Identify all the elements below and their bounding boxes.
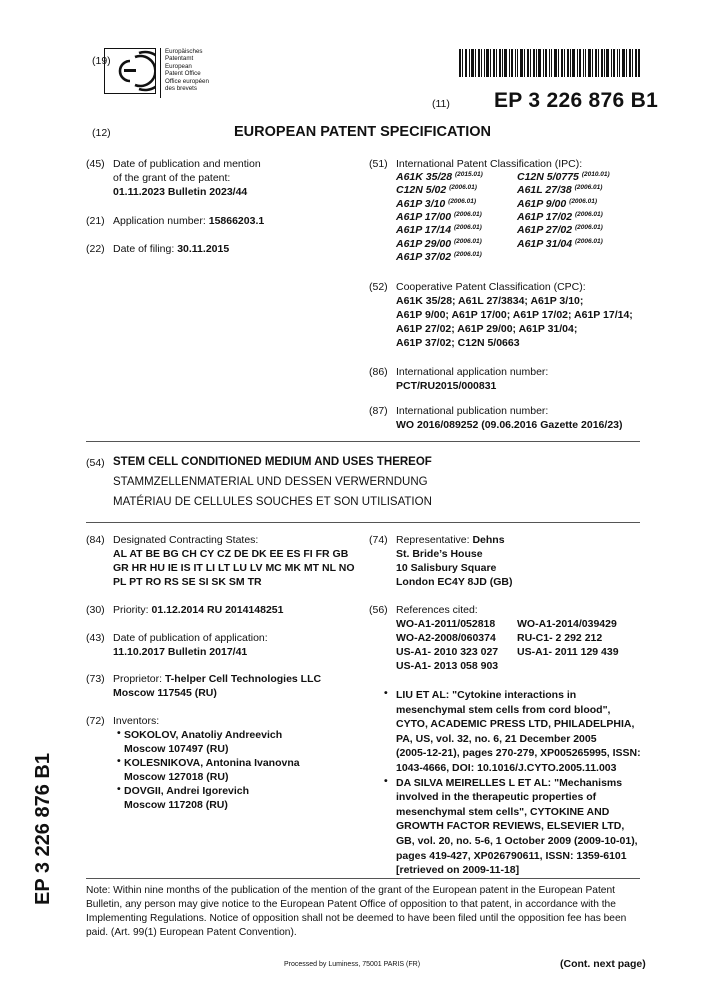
literature-reference-line: mesenchymal stem cells from cord blood", [396, 703, 611, 716]
inid-code-86: (86) [369, 366, 388, 378]
patent-reference: WO-A2-2008/060374 [396, 632, 496, 644]
inid-code-54: (54) [86, 457, 105, 469]
logo-text-fr2: des brevets [165, 85, 197, 92]
ipc-class [396, 224, 482, 236]
bullet-icon: • [117, 755, 121, 767]
cpc-line: A61P 9/00; A61P 17/00; A61P 17/02; A61P 17/14; [396, 309, 633, 321]
logo-text-fr1: Office européen [165, 78, 209, 85]
inid-code-21: (21) [86, 215, 105, 227]
inventor-name: DOVGII, Andrei Igorevich [124, 785, 250, 797]
literature-reference-line: DA SILVA MEIRELLES L ET AL: "Mechanisms [396, 776, 623, 789]
proprietor-name: T-helper Cell Technologies LLC [164, 673, 322, 685]
inventor-address: Moscow 107497 (RU) [124, 743, 229, 755]
inid-code-74: (74) [369, 534, 388, 546]
literature-reference-line: PA, US, vol. 32, no. 6, 21 December 2005 [396, 732, 597, 745]
inid-code-45: (45) [86, 158, 105, 170]
title-english: STEM CELL CONDITIONED MEDIUM AND USES THEREOF [113, 456, 432, 468]
divider [86, 522, 640, 523]
patent-reference: WO-A1-2011/052818 [396, 618, 496, 630]
bullet-icon: • [384, 774, 388, 787]
inid-code-73: (73) [86, 673, 105, 685]
publication-number: EP 3 226 876 B1 [494, 89, 659, 112]
representative-name: Dehns [472, 534, 505, 546]
proprietor [113, 672, 321, 686]
literature-reference-line: involved in the therapeutic properties of [396, 791, 597, 804]
inventor-name: KOLESNIKOVA, Antonina Ivanovna [124, 757, 300, 769]
ipc-version: (2015.01) [454, 171, 483, 178]
divider [86, 878, 640, 879]
literature-reference-line: CYTO, ACADEMIC PRESS LTD, PHILADELPHIA, [396, 718, 635, 731]
ipc-class-code: A61L 27/38 [517, 184, 572, 197]
inid-code-56: (56) [369, 604, 388, 616]
application-number-label: Application number: [113, 215, 209, 227]
inid-code-51: (51) [369, 158, 388, 170]
ipc-version: (2006.01) [454, 237, 482, 245]
ipc-version: (2006.01) [575, 237, 603, 245]
epo-emblem-icon [104, 48, 156, 94]
ipc-class [396, 238, 482, 250]
patent-reference: US-A1- 2011 129 439 [517, 646, 619, 658]
side-publication-number: EP 3 226 876 B1 [32, 753, 54, 905]
opposition-note-line: paid. (Art. 99(1) European Patent Convention). [86, 927, 297, 938]
ipc-class-code: A61P 17/14 [396, 224, 452, 237]
patent-reference: US-A1- 2010 323 027 [396, 646, 499, 658]
application-publication-value: 11.10.2017 Bulletin 2017/41 [113, 646, 248, 658]
grant-date-value: 01.11.2023 Bulletin 2023/44 [113, 186, 248, 198]
cpc-line: A61P 27/02; A61P 29/00; A61P 31/04; [396, 323, 578, 335]
ipc-class [517, 224, 603, 236]
ipc-class [517, 211, 603, 223]
ipc-class [517, 171, 610, 183]
ipc-version: (2006.01) [448, 197, 476, 205]
literature-reference-line: [retrieved on 2009-11-18] [396, 864, 520, 877]
proprietor-address: Moscow 117545 (RU) [113, 687, 217, 699]
title-german: STAMMZELLENMATERIAL UND DESSEN VERWERNDUNG [113, 476, 428, 488]
application-number-value: 15866203.1 [208, 215, 265, 227]
ipc-class [517, 238, 603, 250]
inid-code-30: (30) [86, 604, 105, 616]
ipc-label: International Patent Classification (IPC): [396, 158, 583, 170]
intl-application-value: PCT/RU2015/000831 [396, 380, 497, 392]
application-number [113, 214, 264, 228]
ipc-class-code: A61P 17/02 [517, 210, 573, 223]
barcode-image [459, 49, 640, 77]
literature-reference-line: GB, vol. 20, no. 5-6, 1 October 2009 (2009-10-01), [396, 835, 638, 847]
ipc-version: (2006.01) [569, 197, 597, 205]
ipc-class-code: A61K 35/28 [396, 171, 453, 183]
ipc-version: (2006.01) [454, 210, 482, 218]
literature-reference-line: LIU ET AL: "Cytokine interactions in [396, 689, 577, 701]
ipc-class-code: A61P 37/02 [396, 250, 452, 263]
representative-address-line: London EC4Y 8JD (GB) [396, 576, 513, 588]
cpc-line: A61P 37/02; C12N 5/0663 [396, 337, 520, 349]
ipc-class [517, 198, 597, 210]
representative [396, 533, 505, 547]
inventor-address: Moscow 117208 (RU) [124, 799, 228, 811]
literature-reference-line: 1043-4666, DOI: 10.1016/J.CYTO.2005.11.003 [396, 762, 617, 774]
filing-date-label: Date of filing: [113, 243, 178, 255]
patent-reference: WO-A1-2014/039429 [517, 618, 617, 630]
representative-address-line: 10 Salisbury Square [396, 562, 497, 574]
references-label: References cited: [396, 604, 478, 616]
divider [86, 441, 640, 442]
bullet-icon: • [117, 727, 121, 739]
literature-reference-line: pages 419-427, XP026790611, ISSN: 1359-6101 [396, 849, 627, 862]
ipc-version: (2006.01) [454, 224, 482, 232]
ipc-version: (2006.01) [574, 184, 603, 192]
designated-states-line: PL PT RO RS SE SI SK SM TR [113, 576, 262, 588]
ipc-class-code: A61P 29/00 [396, 237, 452, 250]
ipc-version: (2006.01) [449, 184, 477, 192]
inventors-label: Inventors: [113, 715, 160, 727]
ipc-class [396, 171, 483, 183]
ipc-version: (2006.01) [454, 250, 482, 258]
patent-reference: US-A1- 2013 058 903 [396, 660, 499, 672]
bullet-icon: • [384, 687, 388, 699]
ipc-class [396, 211, 482, 223]
priority-value: 01.12.2014 RU 2014148251 [151, 604, 284, 616]
inid-code-43: (43) [86, 632, 105, 644]
ipc-class [517, 184, 602, 196]
ipc-class-code: A61P 31/04 [517, 237, 573, 250]
grant-date-label: Date of publication and mention [113, 158, 261, 170]
inid-code-87: (87) [369, 405, 388, 417]
inid-code-11: (11) [432, 98, 450, 110]
proprietor-label: Proprietor: [113, 673, 165, 685]
intl-application-label: International application number: [396, 366, 549, 378]
inid-code-84: (84) [86, 534, 105, 546]
processed-by: Processed by Luminess, 75001 PARIS (FR) [284, 961, 421, 968]
ipc-version: (2006.01) [575, 224, 603, 232]
patent-reference: RU-C1- 2 292 212 [517, 632, 603, 644]
logo-text-de2: Patentamt [165, 55, 194, 62]
ipc-class-code: C12N 5/02 [396, 184, 447, 197]
priority-label: Priority: [113, 604, 152, 616]
document-type-title: EUROPEAN PATENT SPECIFICATION [234, 124, 491, 140]
ipc-class [396, 251, 482, 263]
literature-reference-line: mesenchymal stem cells", CYTOKINE AND [396, 805, 610, 818]
opposition-note-line: Implementing Regulations. Notice of opposition shall not be deemed to have been filed until the opposition fee has been [86, 913, 627, 924]
logo-text-en1: European [165, 63, 192, 70]
intl-publication-value: WO 2016/089252 (09.06.2016 Gazette 2016/23) [396, 419, 623, 431]
intl-publication-label: International publication number: [396, 405, 549, 417]
ipc-class-code: A61P 9/00 [517, 197, 567, 210]
inventor-name: SOKOLOV, Anatoliy Andreevich [124, 729, 283, 741]
ipc-version: (2010.01) [581, 171, 610, 178]
designated-states-line: GR HR HU IE IS IT LI LT LU LV MC MK MT NL NO [113, 562, 355, 574]
inid-code-19: (19) [92, 55, 111, 67]
ipc-version: (2006.01) [575, 210, 603, 218]
ipc-class [396, 184, 477, 196]
ipc-class-code: A61P 27/02 [517, 224, 573, 237]
designated-states-label: Designated Contracting States: [113, 534, 259, 546]
ipc-class-code: A61P 3/10 [396, 197, 446, 210]
ipc-class [396, 198, 476, 210]
title-french: MATÉRIAU DE CELLULES SOUCHES ET SON UTILISATION [113, 496, 432, 508]
literature-reference-line: GROWTH FACTOR REVIEWS, ELSEVIER LTD, [396, 820, 625, 833]
opposition-note-line: Bulletin, any person may give notice to the European Patent Office of opposition to that patent, in accordance with the [86, 899, 616, 910]
inventor-address: Moscow 127018 (RU) [124, 771, 229, 783]
grant-date-label-2: of the grant of the patent: [113, 172, 231, 184]
inid-code-72: (72) [86, 715, 105, 727]
ipc-class-code: A61P 17/00 [396, 210, 452, 223]
epo-logo [104, 48, 230, 98]
bullet-icon: • [117, 783, 121, 795]
inid-code-22: (22) [86, 243, 105, 255]
logo-text-en2: Patent Office [165, 70, 201, 77]
opposition-note-line: Note: Within nine months of the publication of the mention of the grant of the European patent in the European Patent [86, 885, 615, 896]
representative-label: Representative: [396, 534, 473, 546]
filing-date-value: 30.11.2015 [177, 243, 230, 255]
logo-text-de1: Europäisches [165, 48, 203, 55]
literature-reference-line: (2005-12-21), pages 270-279, XP005265995, ISSN: [396, 747, 641, 760]
cpc-label: Cooperative Patent Classification (CPC): [396, 281, 586, 293]
representative-address-line: St. Bride’s House [396, 548, 483, 560]
inid-code-52: (52) [369, 281, 388, 293]
ipc-class-code: C12N 5/0775 [517, 171, 579, 183]
continued-notice: (Cont. next page) [560, 958, 646, 970]
designated-states-line: AL AT BE BG CH CY CZ DE DK EE ES FI FR GB [113, 548, 349, 560]
cpc-line: A61K 35/28; A61L 27/3834; A61P 3/10; [396, 295, 584, 307]
filing-date [113, 242, 229, 256]
priority [113, 603, 283, 617]
inid-code-12: (12) [92, 127, 111, 139]
application-publication-label: Date of publication of application: [113, 632, 268, 644]
